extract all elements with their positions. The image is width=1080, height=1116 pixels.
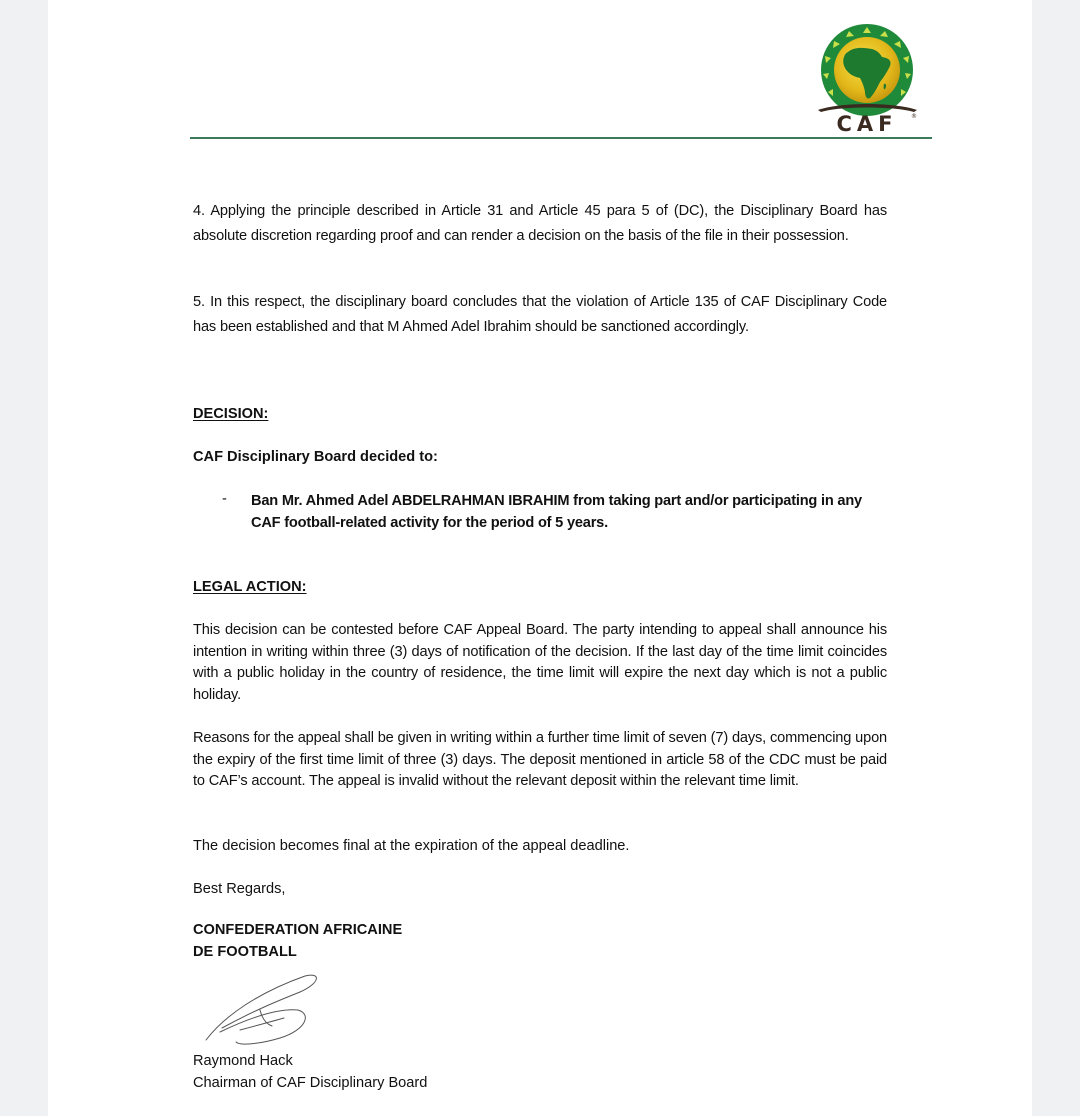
caf-logo-text: CAF	[836, 112, 898, 134]
signature	[200, 970, 330, 1048]
signature-icon	[200, 970, 330, 1048]
signer-name: Raymond Hack	[193, 1053, 293, 1069]
org-name-line-1: CONFEDERATION AFRICAINE	[193, 922, 403, 938]
paragraph-5: 5. In this respect, the disciplinary board concludes that the violation of Article 135 of CAF Disciplinary Code has been established and that M Ahmed Adel Ibrahim should be sanctioned accordingly.	[193, 294, 887, 335]
paragraph-4: 4. Applying the principle described in Article 31 and Article 45 para 5 of (DC), the Disciplinary Board has absolute discretion regarding proof and can render a decision on the basis of the file in their possession.	[193, 203, 887, 244]
decision-intro: CAF Disciplinary Board decided to:	[193, 449, 438, 465]
caf-emblem-icon	[810, 22, 925, 134]
legal-action-heading: LEGAL ACTION:	[193, 579, 307, 595]
caf-logo	[810, 22, 925, 134]
final-decision-note: The decision becomes final at the expiration of the appeal deadline.	[193, 838, 630, 854]
legal-paragraph-2: Reasons for the appeal shall be given in writing within a further time limit of seven (7) days, commencing upon the expiry of the first time limit of three (3) days. The deposit mentioned in article 58 of the CDC must be paid to CAF’s account. The appeal is invalid without the relevant deposit within the relevant time limit.	[193, 730, 887, 789]
header-divider	[190, 137, 932, 139]
decision-heading: DECISION:	[193, 406, 269, 422]
salutation: Best Regards,	[193, 881, 286, 897]
legal-paragraph-1: This decision can be contested before CAF Appeal Board. The party intending to appeal shall announce his intention in writing within three (3) days of notification of the decision. If the last day of the time limit coincides with a public holiday in the country of residence, the time limit will expire the next day which is not a public holiday.	[193, 622, 887, 703]
bullet-marker: -	[222, 491, 227, 507]
org-name-line-2: DE FOOTBALL	[193, 944, 297, 960]
decision-item: Ban Mr. Ahmed Adel ABDELRAHMAN IBRAHIM from taking part and/or participating in any CAF football-related activity for the period of 5 years.	[251, 493, 862, 531]
signer-title: Chairman of CAF Disciplinary Board	[193, 1075, 428, 1091]
registered-mark: ®	[911, 113, 917, 120]
